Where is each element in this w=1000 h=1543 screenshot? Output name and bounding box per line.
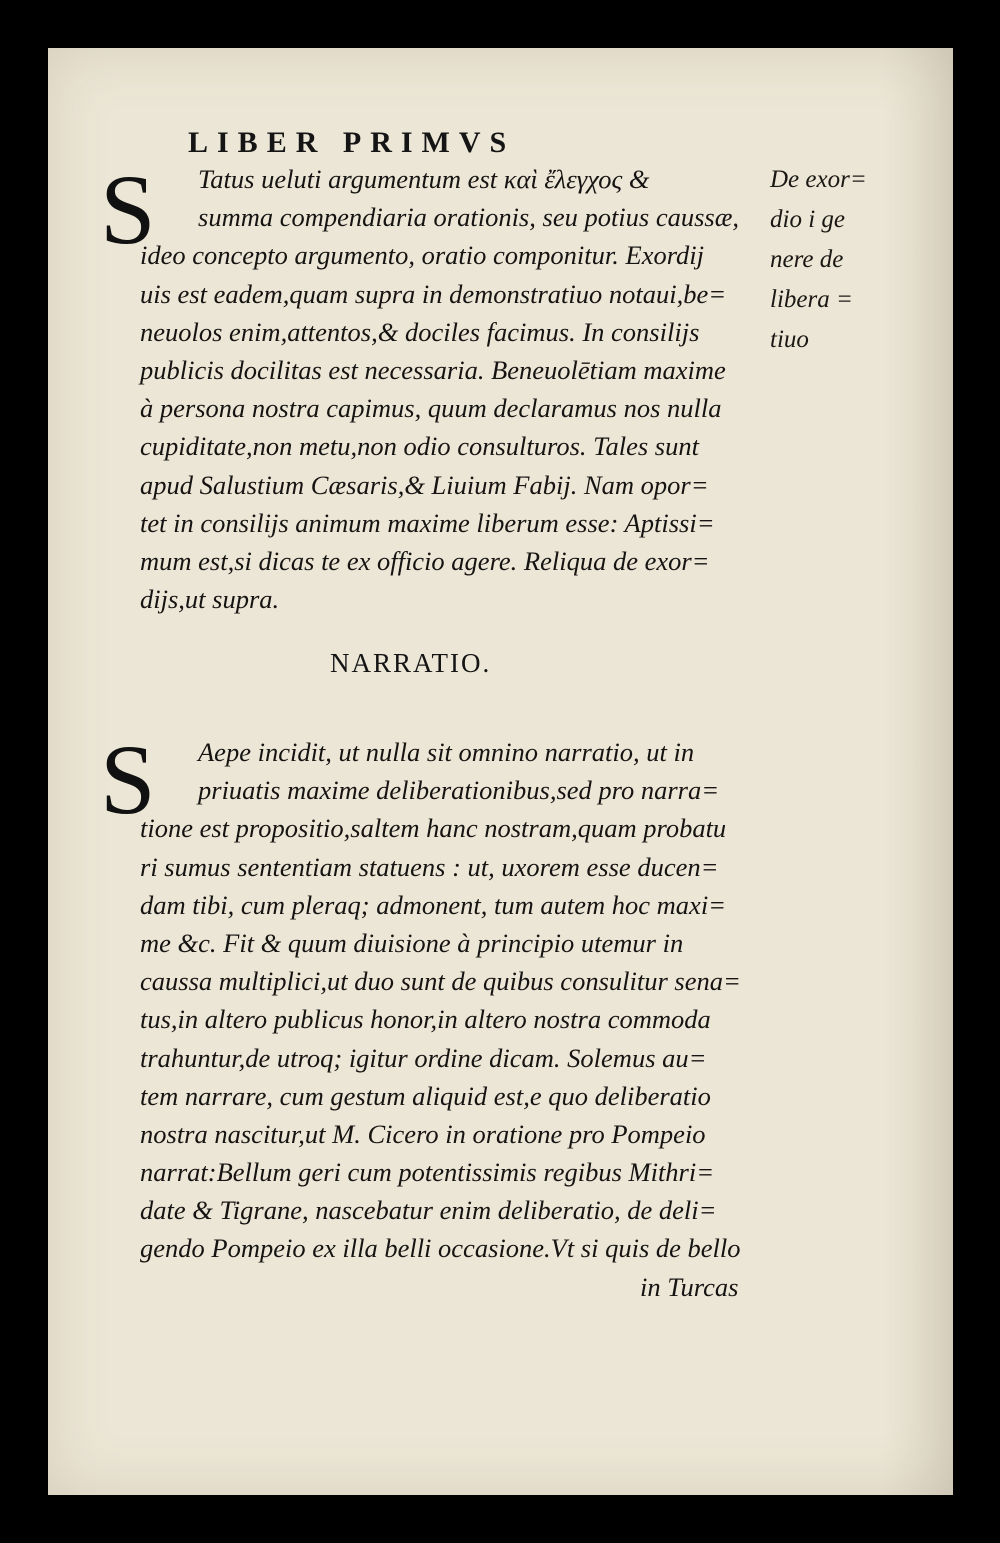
text-line: Tatus ueluti argumentum est καὶ ἔλεγχος & [198,164,650,194]
text-line: mum est,si dicas te ex officio agere. Reliqua de exor= [140,545,710,576]
text-line: tet in consilijs animum maxime liberum esse: Aptissi= [140,507,715,538]
text-line: tus,in altero publicus honor,in altero nostra commoda [140,1004,711,1035]
text-line: dam tibi, cum pleraq; admonent, tum autem hoc maxi= [140,889,727,920]
text-line: trahuntur,de utroq; igitur ordine dicam. Solemus au= [140,1042,707,1073]
text-block-1 [140,160,800,618]
text-line: gendo Pompeio ex illa belli occasione.Vt si quis de bello [140,1233,741,1264]
text-line: apud Salustium Cæsaris,& Liuium Fabij. Nam opor= [140,469,709,500]
text-line: caussa multiplici,ut duo sunt de quibus consulitur sena= [140,966,741,997]
margin-note-line: tiuo [770,326,809,353]
text-line: narrat:Bellum geri cum potentissimis regibus Mithri= [140,1157,715,1188]
text-line: ri sumus sententiam statuens : ut, uxorem esse ducen= [140,851,719,882]
margin-note-line: libera = [770,286,853,313]
text-line: tione est propositio,saltem hanc nostram,quam probatu [140,813,727,844]
text-line: priuatis maxime deliberationibus,sed pro narra= [198,775,720,806]
text-line: nostra nascitur,ut M. Cicero in oratione pro Pompeio [140,1118,706,1149]
text-line: à persona nostra capimus, quum declaramus nos nulla [140,393,722,424]
margin-note-line: dio i ge [770,206,845,233]
text-line: dijs,ut supra. [140,584,280,615]
text-line: tem narrare, cum gestum aliquid est,e quo deliberatio [140,1080,711,1111]
text-line: publicis docilitas est necessaria. Beneuolētiam maxime [140,354,726,385]
section-heading-narratio: NARRATIO. [330,648,492,678]
book-page [48,48,953,1495]
text-line: uis est eadem,quam supra in demonstratiuo notaui,be= [140,278,727,309]
drop-cap-2: S [100,724,156,835]
margin-note-line: nere de [770,246,844,273]
text-line: Aepe incidit, ut nulla sit omnino narratio, ut in [198,737,695,767]
text-line: in Turcas [640,1271,739,1302]
margin-note-line: De exor= [770,166,867,193]
drop-cap-1: S [100,154,156,265]
text-block-2 [140,733,800,1306]
margin-note [770,160,867,360]
running-header: LIBER PRIMVS [188,126,516,159]
text-line: date & Tigrane, nascebatur enim deliberatio, de deli= [140,1195,717,1226]
text-line: ideo concepto argumento, oratio componitur. Exordij [140,240,705,271]
text-line: me &c. Fit & quum diuisione à principio utemur in [140,927,684,958]
text-line: neuolos enim,attentos,& dociles facimus. In consilijs [140,316,700,347]
text-line: summa compendiaria orationis, seu potius caussæ, [198,202,740,233]
text-line: cupiditate,non metu,non odio consulturos. Tales sunt [140,431,699,462]
